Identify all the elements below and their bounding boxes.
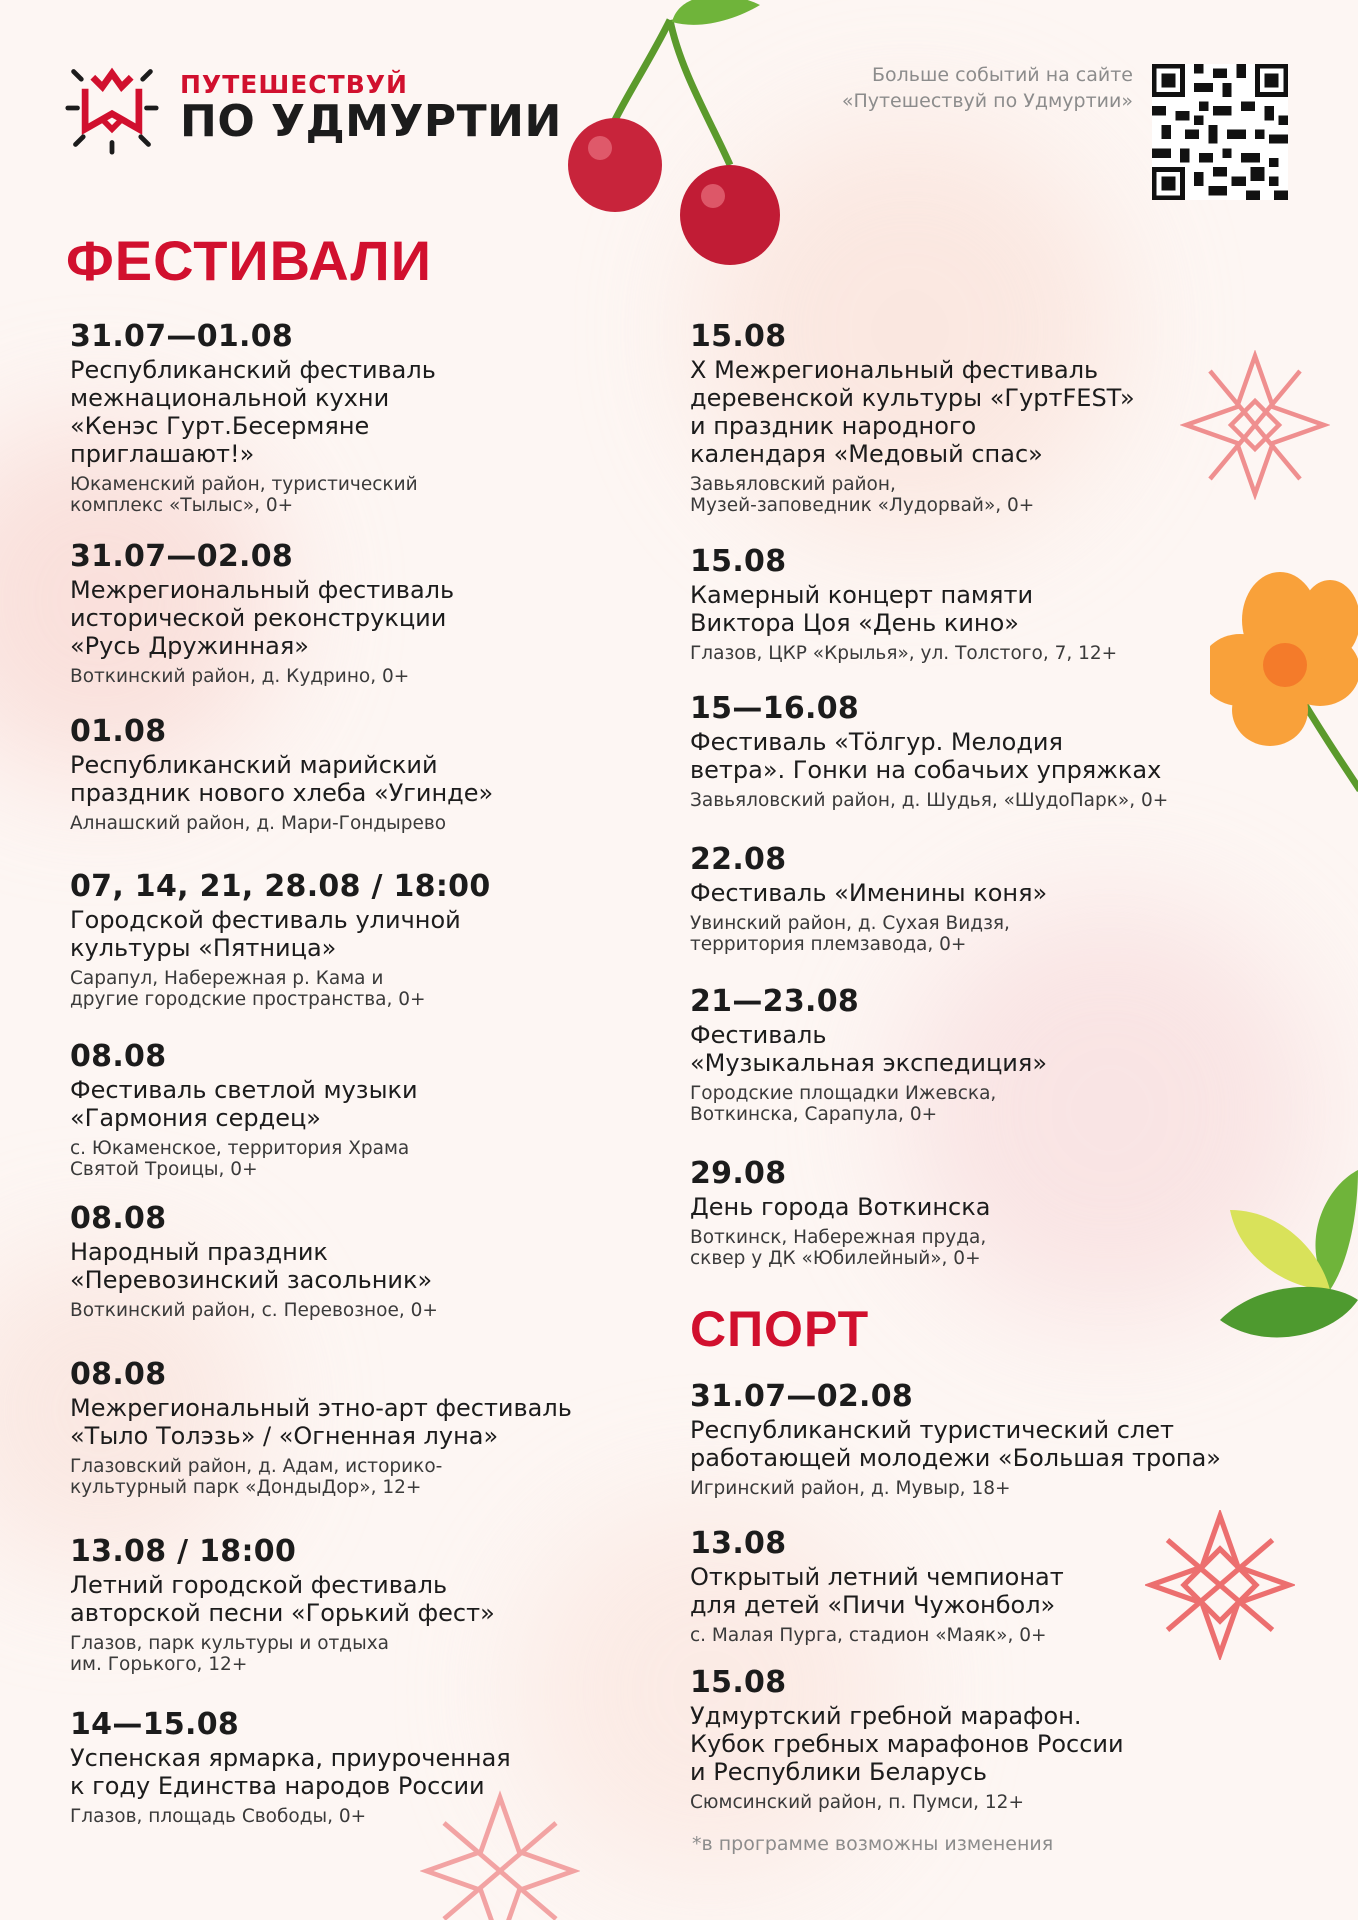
event-title xyxy=(690,1193,1310,1221)
event-place xyxy=(690,1625,1330,1646)
event-title xyxy=(690,728,1310,784)
event-place xyxy=(70,474,630,516)
event-date: 15—16.08 xyxy=(690,691,860,726)
event-place-line: Сюмсинский район, п. Пумси, 12+ xyxy=(690,1792,1024,1813)
event-place xyxy=(690,643,1310,664)
event-place xyxy=(70,1806,630,1827)
event-title-line: Межрегиональный фестиваль xyxy=(70,576,455,604)
event-title-line: Фестиваль светлой музыки xyxy=(70,1076,418,1104)
event-title xyxy=(690,879,1310,907)
event-date: 31.07—01.08 xyxy=(70,319,294,354)
event-title-line: Городской фестиваль уличной xyxy=(70,906,461,934)
event-date: 07, 14, 21, 28.08 / 18:00 xyxy=(70,869,491,904)
event-title-line: Камерный концерт памяти xyxy=(690,581,1034,609)
event-date: 15.08 xyxy=(690,319,787,354)
event-place-line: Глазов, ЦКР «Крылья», ул. Толстого, 7, 12+ xyxy=(690,643,1118,664)
event-title-line: межнациональной кухни xyxy=(70,384,390,412)
event-date: 08.08 xyxy=(70,1039,167,1074)
cherries-illustration-icon xyxy=(560,0,800,280)
event-place-line: Алнашский район, д. Мари-Гондырево xyxy=(70,813,447,834)
event-place xyxy=(690,1227,1310,1269)
event-title xyxy=(70,906,630,962)
brand-bottom-text: ПО УДМУРТИИ xyxy=(180,96,562,147)
event-place-line: с. Малая Пурга, стадион «Маяк», 0+ xyxy=(690,1625,1047,1646)
footnote: *в программе возможны изменения xyxy=(692,1833,1054,1855)
festival-event xyxy=(690,692,1310,811)
event-place-line: Завьяловский район, д. Шудья, «ШудоПарк», 0+ xyxy=(690,790,1169,811)
event-title xyxy=(690,356,1310,468)
event-title xyxy=(690,1702,1330,1786)
event-place-line: Глазовский район, д. Адам, историко- xyxy=(70,1456,443,1477)
festival-event xyxy=(70,320,630,516)
event-place-line: Игринский район, д. Мувыр, 18+ xyxy=(690,1478,1011,1499)
festival-event xyxy=(690,320,1310,516)
event-place xyxy=(70,1456,630,1498)
event-title-line: «Русь Дружинная» xyxy=(70,632,309,660)
event-date: 08.08 xyxy=(70,1201,167,1236)
event-title-line: Кубок гребных марафонов России xyxy=(690,1730,1124,1758)
event-place-line: другие городские пространства, 0+ xyxy=(70,989,426,1010)
event-title-line: исторической реконструкции xyxy=(70,604,447,632)
event-title-line: Виктора Цоя «День кино» xyxy=(690,609,1019,637)
event-place-line: Сарапул, Набережная р. Кама и xyxy=(70,968,384,989)
event-title-line: праздник нового хлеба «Угинде» xyxy=(70,779,494,807)
event-title-line: Фестиваль «Именины коня» xyxy=(690,879,1048,907)
event-title xyxy=(70,1571,630,1627)
event-place-line: Воткинский район, д. Кудрино, 0+ xyxy=(70,666,410,687)
event-date: 15.08 xyxy=(690,1665,787,1700)
festival-event xyxy=(70,1358,630,1498)
event-date: 08.08 xyxy=(70,1357,167,1392)
event-title-line: «Музыкальная экспедиция» xyxy=(690,1049,1048,1077)
event-title-line: «Тыло Толэзь» / «Огненная луна» xyxy=(70,1422,499,1450)
event-title-line: Летний городской фестиваль xyxy=(70,1571,448,1599)
event-title xyxy=(70,1744,630,1800)
udmurt-ornament-logo-icon xyxy=(64,60,160,156)
event-title xyxy=(70,1394,630,1450)
event-title-line: деревенской культуры «ГуртFEST» xyxy=(690,384,1135,412)
event-date: 29.08 xyxy=(690,1156,787,1191)
event-title-line: Республиканский фестиваль xyxy=(70,356,436,384)
site-note-line2: «Путешествуй по Удмуртии» xyxy=(841,90,1133,112)
festival-event xyxy=(690,1157,1310,1269)
event-title-line: работающей молодежи «Большая тропа» xyxy=(690,1444,1221,1472)
event-title-line: и праздник народного xyxy=(690,412,977,440)
event-title-line: культуры «Пятница» xyxy=(70,934,337,962)
event-place-line: им. Горького, 12+ xyxy=(70,1654,248,1675)
festival-event xyxy=(690,843,1310,955)
event-title-line: Фестиваль «Тӧлгур. Мелодия xyxy=(690,728,1063,756)
event-title-line: приглашают!» xyxy=(70,440,255,468)
event-title-line: «Перевозинский засольник» xyxy=(70,1266,433,1294)
event-title-line: Фестиваль xyxy=(690,1021,827,1049)
event-title xyxy=(690,1416,1330,1472)
event-place-line: сквер у ДК «Юбилейный», 0+ xyxy=(690,1248,981,1269)
event-place-line: Воткинска, Сарапула, 0+ xyxy=(690,1104,938,1125)
event-place-line: Увинский район, д. Сухая Видзя, xyxy=(690,913,1010,934)
event-title-line: Успенская ярмарка, приуроченная xyxy=(70,1744,511,1772)
event-place xyxy=(690,913,1310,955)
event-place xyxy=(70,968,630,1010)
event-place xyxy=(690,474,1310,516)
event-place xyxy=(70,1138,630,1180)
event-place xyxy=(690,1478,1330,1499)
event-date: 13.08 xyxy=(690,1526,787,1561)
event-title-line: к году Единства народов России xyxy=(70,1772,485,1800)
event-date: 13.08 / 18:00 xyxy=(70,1534,297,1569)
event-title-line: «Кенэс Гурт.Бесермяне xyxy=(70,412,370,440)
qr-code-icon[interactable] xyxy=(1152,64,1288,200)
festival-event xyxy=(70,540,630,687)
festival-event xyxy=(690,545,1310,664)
event-place-line: Воткинский район, с. Перевозное, 0+ xyxy=(70,1300,438,1321)
event-date: 01.08 xyxy=(70,714,167,749)
event-place-line: комплекс «Тылыс», 0+ xyxy=(70,495,294,516)
event-title-line: календаря «Медовый спас» xyxy=(690,440,1043,468)
event-title-line: «Гармония сердец» xyxy=(70,1104,321,1132)
event-date: 31.07—02.08 xyxy=(690,1379,914,1414)
event-title-line: Межрегиональный этно-арт фестиваль xyxy=(70,1394,572,1422)
festival-event xyxy=(70,1040,630,1180)
event-date: 21—23.08 xyxy=(690,984,860,1019)
brand-top-text: ПУТЕШЕСТВУЙ xyxy=(180,70,408,99)
event-place-line: Завьяловский район, xyxy=(690,474,896,495)
event-title xyxy=(70,751,630,807)
event-title-line: Открытый летний чемпионат xyxy=(690,1563,1064,1591)
event-title-line: X Межрегиональный фестиваль xyxy=(690,356,1099,384)
festival-event xyxy=(690,985,1310,1125)
sport-event xyxy=(690,1666,1330,1813)
event-place-line: Святой Троицы, 0+ xyxy=(70,1159,258,1180)
event-title-line: ветра». Гонки на собачьих упряжках xyxy=(690,756,1162,784)
festival-event xyxy=(70,1535,630,1675)
event-place xyxy=(690,1792,1330,1813)
event-place-line: с. Юкаменское, территория Храма xyxy=(70,1138,410,1159)
sport-event xyxy=(690,1527,1330,1646)
site-note-line1: Больше событий на сайте xyxy=(871,64,1133,86)
event-title-line: Республиканский марийский xyxy=(70,751,438,779)
event-title xyxy=(690,581,1310,637)
event-place xyxy=(690,790,1310,811)
event-place xyxy=(690,1083,1310,1125)
section-title-sport: СПОРТ xyxy=(690,1301,870,1357)
event-place-line: культурный парк «ДондыДор», 12+ xyxy=(70,1477,422,1498)
event-date: 22.08 xyxy=(690,842,787,877)
brand-logo xyxy=(64,60,562,156)
event-title xyxy=(70,1238,630,1294)
festival-event xyxy=(70,715,630,834)
event-place-line: территория племзавода, 0+ xyxy=(690,934,967,955)
event-place xyxy=(70,1300,630,1321)
site-note xyxy=(842,62,1133,114)
event-place xyxy=(70,1633,630,1675)
event-title-line: для детей «Пичи Чужонбол» xyxy=(690,1591,1056,1619)
event-title-line: и Республики Беларусь xyxy=(690,1758,988,1786)
event-title-line: Удмуртский гребной марафон. xyxy=(690,1702,1082,1730)
event-date: 14—15.08 xyxy=(70,1707,240,1742)
festival-event xyxy=(70,1202,630,1321)
event-title-line: Народный праздник xyxy=(70,1238,328,1266)
event-date: 31.07—02.08 xyxy=(70,539,294,574)
sport-event xyxy=(690,1380,1330,1499)
event-place-line: Юкаменский район, туристический xyxy=(70,474,418,495)
event-place-line: Музей-заповедник «Лудорвай», 0+ xyxy=(690,495,1035,516)
event-title-line: День города Воткинска xyxy=(690,1193,991,1221)
event-title xyxy=(690,1563,1330,1619)
event-title xyxy=(70,1076,630,1132)
section-title-festivals: ФЕСТИВАЛИ xyxy=(66,229,432,292)
event-place-line: Глазов, площадь Свободы, 0+ xyxy=(70,1806,367,1827)
event-title xyxy=(70,356,630,468)
event-place-line: Городские площадки Ижевска, xyxy=(690,1083,997,1104)
festival-event xyxy=(70,870,630,1010)
event-title xyxy=(70,576,630,660)
event-place xyxy=(70,813,630,834)
event-place-line: Воткинск, Набережная пруда, xyxy=(690,1227,987,1248)
festival-event xyxy=(70,1708,630,1827)
event-title xyxy=(690,1021,1310,1077)
event-place-line: Глазов, парк культуры и отдыха xyxy=(70,1633,389,1654)
event-title-line: Республиканский туристический слет xyxy=(690,1416,1175,1444)
event-title-line: авторской песни «Горький фест» xyxy=(70,1599,495,1627)
event-place xyxy=(70,666,630,687)
event-date: 15.08 xyxy=(690,544,787,579)
